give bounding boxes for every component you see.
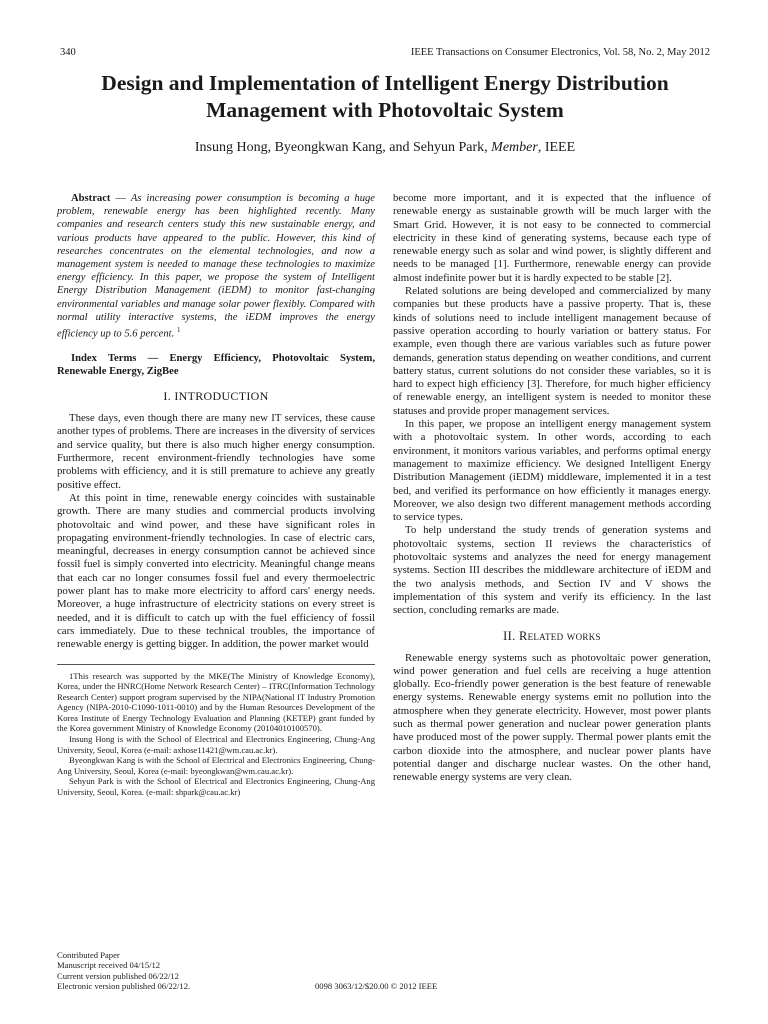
contributed-paper-label: Contributed Paper	[57, 950, 120, 960]
running-header	[60, 47, 710, 61]
electronic-version: Electronic version published 06/22/12.	[57, 981, 191, 992]
abstract-dash: —	[110, 193, 131, 204]
intro-paragraph-5: In this paper, we propose an intelligent energy management system with a photovoltaic system. In other words, according to each environment, it monitors various variables, and performs optimal energy management to maximize efficiency. We designed Intelligent Energy Distribution Management (iEDM) middleware, implemented it in a test bed, and verified its performance on how efficiently it manages energy. Moreover, we also design two different management methods according to service types.	[393, 418, 711, 524]
member-grade: Member	[491, 140, 538, 155]
abstract-text: As increasing power consumption is becoming a huge problem, renewable energy has been highlighted recently. Many companies and research centers study this new sustainable energy, and various products have appeared to the public. However, this kind of researches concentrates on the elemental technologies, and now a management system is needed to manage these technologies to maximize energy efficiency. In this paper, we propose the system of Intelligent Energy Distribution Management (iEDM) to monitor fast-changing environmental variables and manage solar power flexibly. Compared with normal utility interactive systems, the iEDM improves the energy efficiency up to 5.6 percent.	[57, 193, 375, 340]
left-column	[57, 192, 375, 798]
copyright-line: 0098 3063/12/$20.00 © 2012 IEEE	[315, 981, 438, 991]
footnote-divider	[57, 664, 375, 665]
author-line	[60, 140, 710, 156]
related-works-heading: II. Related works	[503, 628, 601, 643]
introduction-heading: I. INTRODUCTION	[163, 389, 269, 404]
index-terms: Index Terms — Energy Efficiency, Photovoltaic System, Renewable Energy, ZigBee	[57, 352, 375, 377]
manuscript-dates	[57, 950, 190, 992]
funding-footnote: 1This research was supported by the MKE(The Ministry of Knowledge Economy), Korea, under the HNRC(Home Network Research Center) – ITRC(Information Technology Research Center) support program supervised by the NIPA(National IT Industry Promotion Agency (NIPA-2010-C1090-1011-0010) and by the Human Resources Development of the Korea Institute of Energy Technology Evaluation and Planning (KETEP) grant funded by the Korea government Ministry of Knowledge Economy (20104010100570).	[57, 670, 375, 734]
author-names: Insung Hong, Byeongkwan Kang, and Sehyun Park,	[194, 140, 488, 155]
current-version: Current version published 06/22/12	[57, 970, 179, 981]
paper-title: Design and Implementation of Intelligent Energy Distribution Management with Photovoltaic System	[101, 71, 669, 122]
journal-citation: IEEE Transactions on Consumer Electronics, Vol. 58, No. 2, May 2012	[410, 47, 710, 58]
manuscript-received: Manuscript received 04/15/12	[57, 960, 161, 971]
author-affiliation-2: Byeongkwan Kang is with the School of Electrical and Electronics Engineering, Chung-Ang University, Seoul, Korea (e-mail: byeongkwan@wm.cau.ac.kr).	[57, 755, 375, 776]
author-org: , IEEE	[537, 140, 576, 155]
abstract-label: Abstract	[71, 193, 111, 204]
intro-paragraph-3: become more important, and it is expected that the influence of renewable energy as sustainable growth will be much larger with the Smart Grid. However, it is not easy to be connected to commercial electricity in these kind of generating systems, because each type of renewable energy such as solar and wind power, is slightly different and needs to be managed [1]. Furthermore, renewable energy can provide almost indefinite power but it is hardly expected to be stable [2].	[393, 192, 711, 284]
right-column	[393, 192, 711, 784]
intro-paragraph-4: Related solutions are being developed and commercialized by many companies but these products have a passive property. That is, these kinds of solutions need to include intelligent management because of passive operation according to hourly variation or battery status. For example, even though there are various variables such as future power demands, generation status depending on weather conditions, and current battery status, current solutions do not consider these variables, so it is hard to expect high efficiency [3]. Therefore, for much higher efficiency of renewable energy, an intelligent system is needed to monitor these statuses and provide proper management services.	[393, 285, 711, 417]
author-affiliation-3: Sehyun Park is with the School of Electrical and Electronics Engineering, Chung-Ang University, Seoul, Korea. (e-mail: shpark@cau.ac.kr)	[57, 776, 375, 798]
page-number: 340	[60, 47, 76, 58]
abstract	[57, 192, 375, 341]
intro-paragraph-2: At this point in time, renewable energy coincides with sustainable growth. There are many studies and commercial products involving photovoltaic and wind power, and these have significant roles in propagating environment-friendly technologies. In case of electric cars, meaningful, decreases in energy consumption cannot be achieved since fossil fuel is simply converted into electricity. Meaningful change means that each car no longer consumes fossil fuel and every thermoelectric power plant has to make more electricity to afford cars' energy needs. Moreover, a huge infrastructure of electricity stations on every street is needed, and it is difficult to catch up with the fuel efficiency of fossil cars immediately. Due to these technical troubles, the importance of renewable energy is getting bigger. In addition, the power market would	[57, 491, 375, 651]
related-works-paragraph-1: Renewable energy systems such as photovoltaic power generation, wind power generation and fuel cells are receiving a huge attention globally. Eco-friendly power generation is the best feature of renewable energy systems. Renewable energy systems emit no pollution into the atmosphere when they generate electricity. However, most power plants such as thermal power generation and nuclear power generation plants have produced most of the power supply. Thermal power plants emit the carbon dioxide into the atmosphere, and nuclear power plants have potential danger and discharge nuclear wastes. On the other hand, renewable energy systems are very clean.	[393, 651, 711, 784]
author-affiliation-1: Insung Hong is with the School of Electrical and Electronics Engineering, Chung-Ang University, Seoul, Korea (e-mail: axhose11421@wm.cau.ac.kr).	[57, 734, 375, 755]
abstract-footnote-mark: 1	[176, 326, 181, 335]
intro-paragraph-6: To help understand the study trends of generation systems and photovoltaic systems, section II reviews the characteristics of photovoltaic systems and analyzes the need for energy management systems. Section III describes the middleware architecture of iEDM and the two analysis methods, and Section IV and V shows the implementation of this system and verify its efficiency. In the last section, concluding remarks are made.	[393, 524, 711, 617]
intro-paragraph-1: These days, even though there are many new IT services, these cause another types of problems. There are increases in the diversity of services and service quality, but there is also much higher energy consumption. Furthermore, recent environment-friendly technologies have some problems with efficiency, and it is still premature to achieve any greatly positive effect.	[57, 412, 375, 491]
